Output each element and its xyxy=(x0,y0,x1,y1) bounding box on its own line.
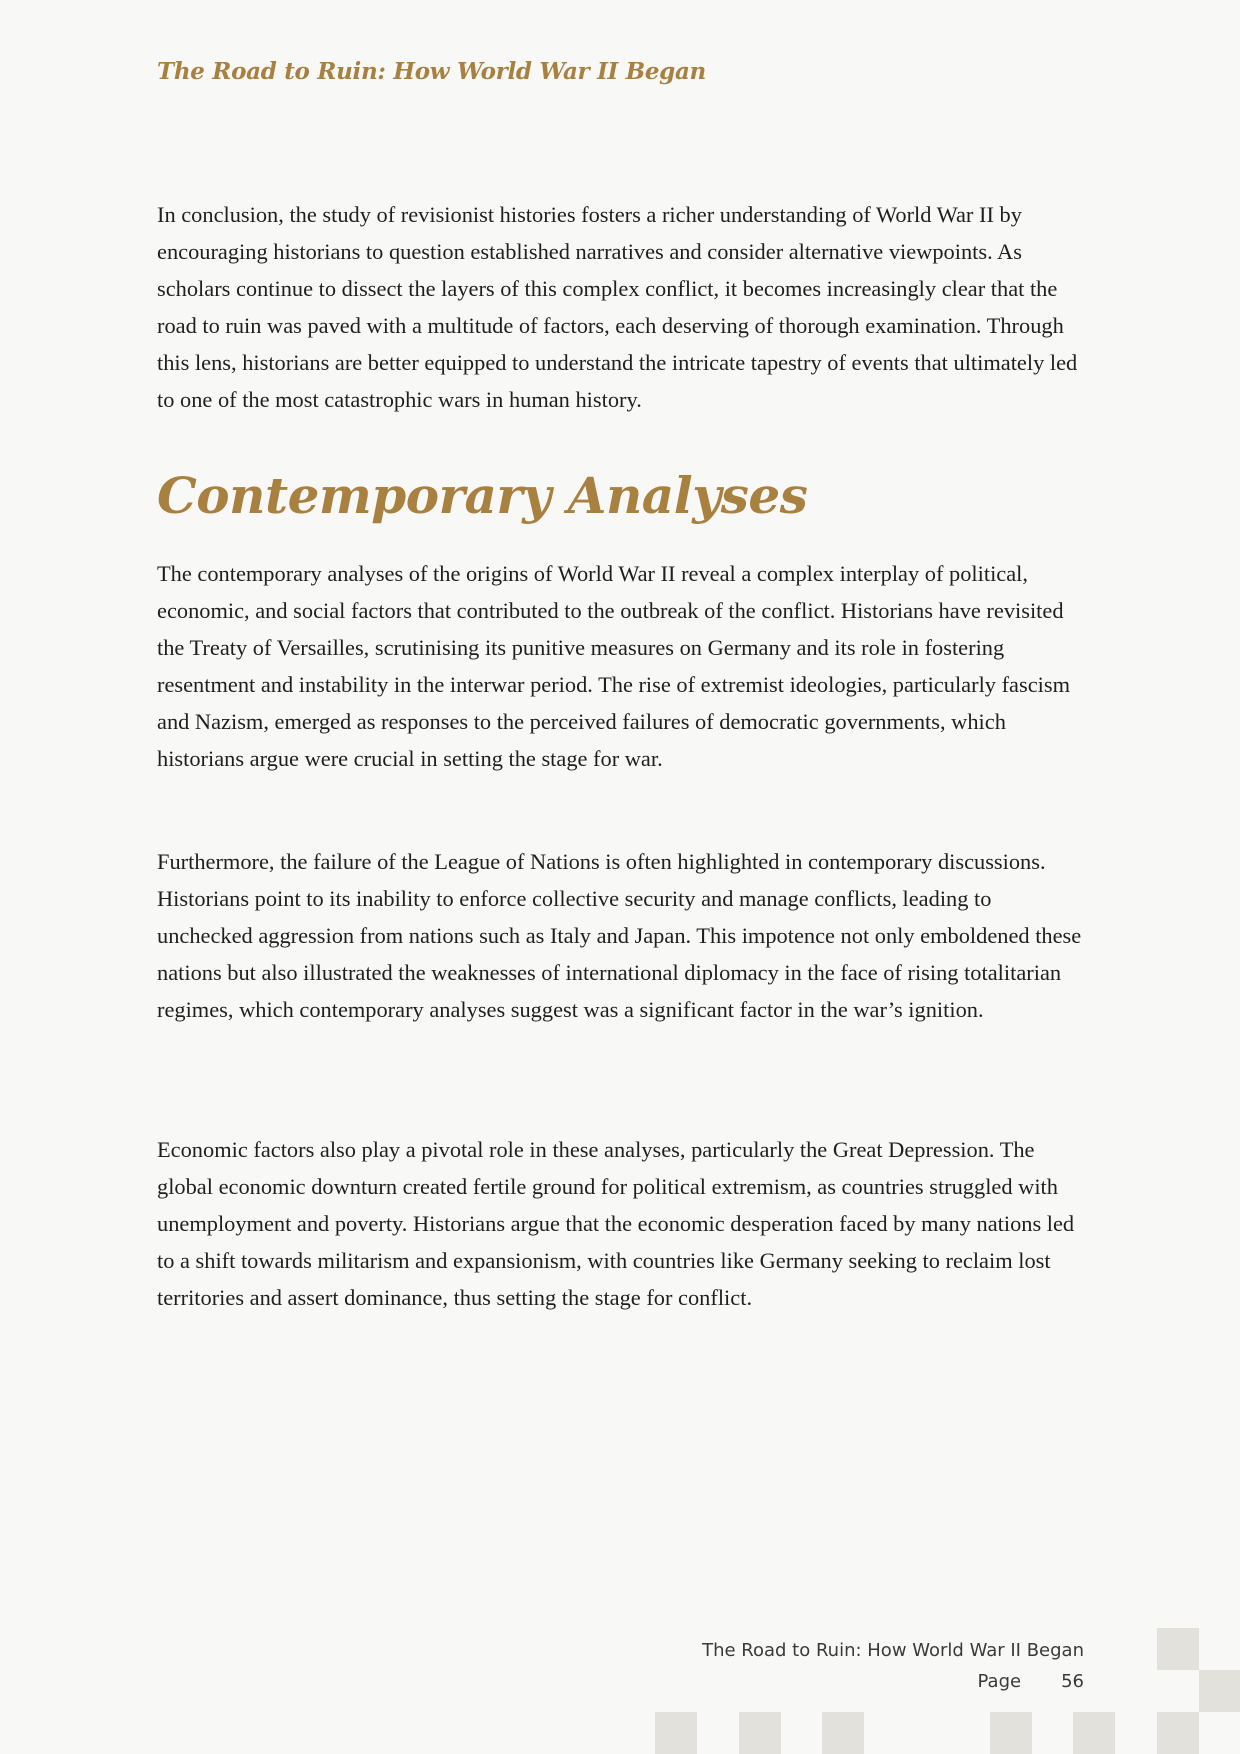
body-paragraph: The contemporary analyses of the origins of World War II reveal a complex interplay of political, economic, and social factors that contributed to the outbreak of the conflict. Historians have revisited the Treaty of Versailles, scrutinising its punitive measures on Germany and its role in fostering resentment and instability in the interwar period. The rise of extremist ideologies, particularly fascism and Nazism, emerged as responses to the perceived failures of democratic governments, which historians argue were crucial in setting the stage for war. xyxy=(157,561,1070,771)
section-heading: Contemporary Analyses xyxy=(157,466,808,525)
decorative-square xyxy=(822,1712,864,1754)
footer-title: The Road to Ruin: How World War II Began xyxy=(702,1640,1084,1661)
page-label: Page xyxy=(977,1671,1022,1692)
running-header-title: The Road to Ruin: How World War II Began xyxy=(157,58,706,85)
decorative-square xyxy=(1073,1712,1115,1754)
decorative-square xyxy=(739,1712,781,1754)
body-paragraph: Economic factors also play a pivotal role in these analyses, particularly the Great Depression. The global economic downturn created fertile ground for political extremism, as countries struggled with unemployment and poverty. Historians argue that the economic desperation faced by many nations led to a shift towards militarism and expansionism, with countries like Germany seeking to reclaim lost territories and assert dominance, thus setting the stage for conflict. xyxy=(157,1137,1075,1310)
intro-paragraph: In conclusion, the study of revisionist histories fosters a richer understanding of World War II by encouraging historians to question established narratives and consider alternative viewpoints. As scholars continue to dissect the layers of this complex conflict, it becomes increasingly clear that the road to ruin was paved with a multitude of factors, each deserving of thorough examination. Through this lens, historians are better equipped to understand the intricate tapestry of events that ultimately led to one of the most catastrophic wars in human history. xyxy=(157,202,1078,412)
decorative-square xyxy=(1199,1670,1240,1712)
decorative-square xyxy=(990,1712,1032,1754)
decorative-square xyxy=(655,1712,697,1754)
decorative-square xyxy=(1157,1628,1199,1670)
page-number: 56 xyxy=(1061,1671,1084,1692)
body-paragraph: Furthermore, the failure of the League of Nations is often highlighted in contemporary discussions. Historians point to its inability to enforce collective security and manage conflicts, leading to unchecked aggression from nations such as Italy and Japan. This impotence not only emboldened these nations but also illustrated the weaknesses of international diplomacy in the face of rising totalitarian regimes, which contemporary analyses suggest was a significant factor in the war’s ignition. xyxy=(157,849,1082,1022)
footer-page-line xyxy=(978,1671,1084,1692)
decorative-square xyxy=(1157,1712,1199,1754)
